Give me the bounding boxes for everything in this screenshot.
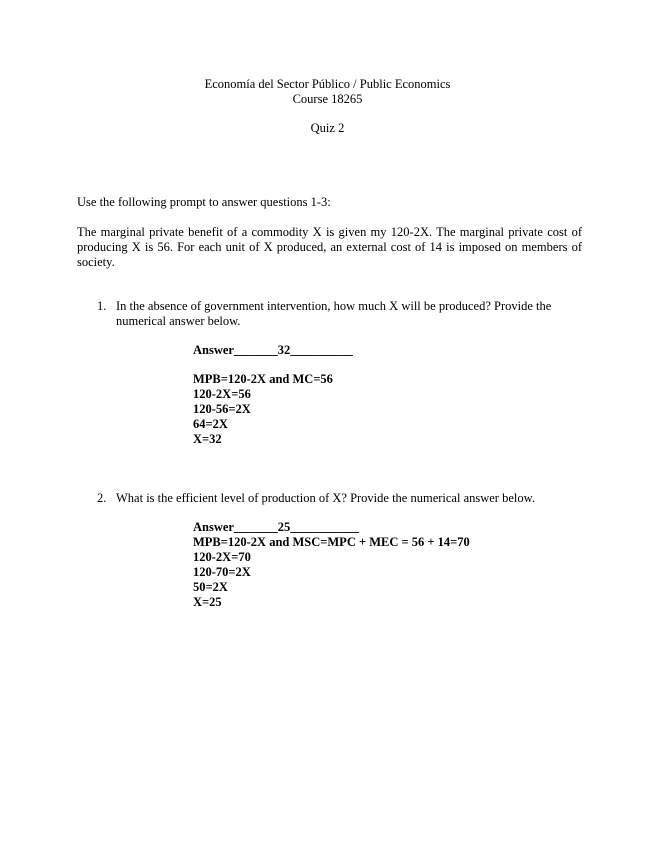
- work-line: MPB=120-2X and MC=56: [193, 372, 333, 386]
- course-number: Course 18265: [292, 92, 363, 106]
- work-line: 120-56=2X: [193, 402, 251, 416]
- work-line: 64=2X: [193, 417, 228, 431]
- document-title: Economía del Sector Público / Public Economics: [204, 77, 451, 91]
- question-number: 1.: [97, 299, 107, 313]
- answer-line: Answer_______32__________: [193, 343, 353, 357]
- question-text: What is the efficient level of production of X? Provide the numerical answer below.: [116, 491, 535, 505]
- prompt-scenario: The marginal private benefit of a commodity X is given my 120-2X. The marginal private cost of producing X is 56. For each unit of X produced, an external cost of 14 is imposed on members of society.: [77, 225, 582, 269]
- prompt-instruction: Use the following prompt to answer questions 1-3:: [77, 195, 331, 209]
- work-line: X=25: [193, 595, 222, 609]
- work-line: MPB=120-2X and MSC=MPC + MEC = 56 + 14=70: [193, 535, 470, 549]
- work-line: 120-2X=56: [193, 387, 251, 401]
- quiz-title: Quiz 2: [310, 121, 345, 135]
- work-line: 50=2X: [193, 580, 228, 594]
- question-text: In the absence of government intervention, how much X will be produced? Provide the numerical answer below.: [116, 299, 552, 328]
- work-line: 120-2X=70: [193, 550, 251, 564]
- question-number: 2.: [97, 491, 107, 505]
- work-line: X=32: [193, 432, 222, 446]
- answer-line: Answer_______25___________: [193, 520, 359, 534]
- work-line: 120-70=2X: [193, 565, 251, 579]
